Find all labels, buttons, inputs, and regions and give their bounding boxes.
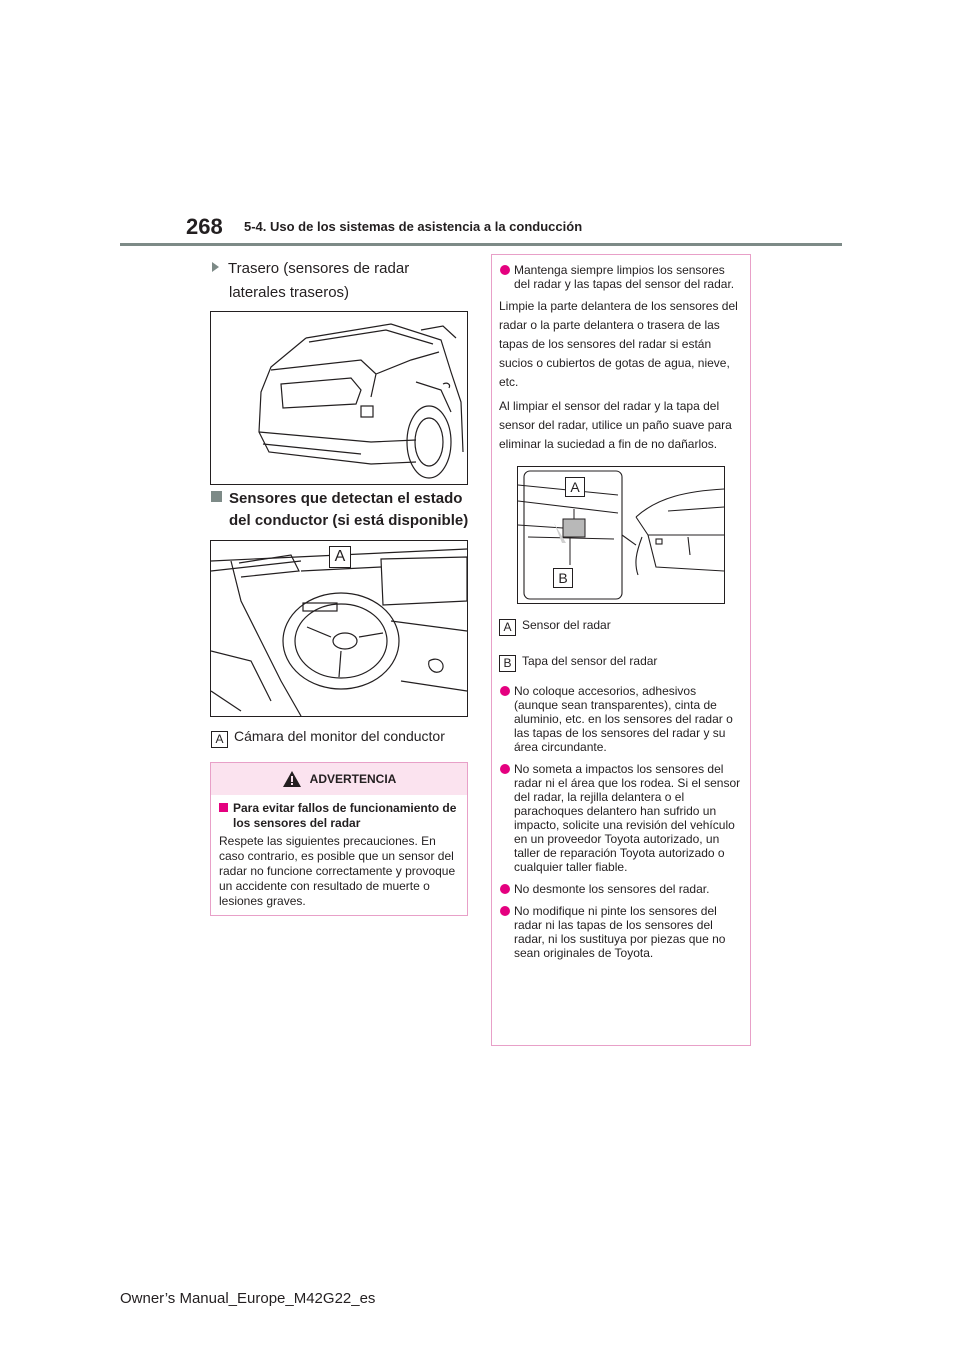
- bullet-no-impacts: No someta a impactos los sensores del radar ni el área que los rodea. Si el sensor del radar, la rejilla delantera o el parachoques delantero han sufrido un impacto, solicite una revisión del vehículo en un proveedor Toyota autorizado, un taller de reparación Toyota autorizado o cualquier taller fiable.: [499, 762, 743, 874]
- radar-care-box: [491, 254, 751, 1046]
- warning-body: [211, 795, 467, 909]
- rear-car-illustration: [210, 311, 468, 485]
- clean-instructions: Limpie la parte delantera de los sensores del radar o la parte delantera o trasera de las tapas de los sensores del radar si están sucios o cubiertos de gotas de agua, nieve, etc.: [499, 299, 738, 389]
- legend-b-label: B: [499, 655, 516, 672]
- warning-subtitle-text: Para evitar fallos de funcionamiento de los sensores del radar: [233, 801, 457, 830]
- warning-header: [211, 763, 467, 795]
- warning-triangle-icon: [282, 770, 302, 788]
- legend-a-text: Sensor del radar: [522, 618, 611, 632]
- legend-b-text: Tapa del sensor del radar: [522, 654, 658, 668]
- warning-text: Respete las siguientes precauciones. En caso contrario, es posible que un sensor del radar no funcione correctamente y provoque un accidente con resultado de muerte o lesiones graves.: [219, 834, 456, 908]
- figure-label-a: A: [329, 546, 351, 568]
- driver-sensor-heading-text: Sensores que detectan el estado del conductor (si está disponible): [229, 490, 469, 529]
- page-number: 268: [186, 214, 223, 239]
- rear-heading: [211, 257, 469, 305]
- figure-label-b: B: [553, 568, 573, 588]
- rear-heading-text: Trasero (sensores de radar laterales traseros): [228, 260, 410, 301]
- warning-box: [210, 762, 468, 916]
- square-bullet-icon: [211, 491, 222, 502]
- driver-sensor-heading: [211, 488, 469, 532]
- rear-car-drawing: [211, 312, 467, 484]
- section-title: 5-4. Uso de los sistemas de asistencia a la conducción: [244, 219, 583, 234]
- legend-a-text: Cámara del monitor del conductor: [234, 728, 445, 744]
- header-rule: [120, 243, 842, 246]
- legend-a: [211, 727, 445, 748]
- legend-radar-sensor: [499, 616, 743, 636]
- footer-text: Owner’s Manual_Europe_M42G22_es: [120, 1290, 376, 1307]
- legend-sensor-cover: [499, 652, 743, 672]
- triangle-bullet-icon: [212, 262, 219, 272]
- pink-square-bullet-icon: [219, 803, 228, 812]
- radar-sensor-illustration: [517, 466, 725, 604]
- radar-sensor-drawing: [518, 467, 724, 603]
- cleaning-cloth-note: Al limpiar el sensor del radar y la tapa del sensor del radar, utilice un paño suave para eliminar la suciedad a fin de no dañarlos.: [499, 399, 732, 451]
- legend-a-label: A: [499, 619, 516, 636]
- warning-title: ADVERTENCIA: [309, 772, 397, 786]
- dashboard-illustration: [210, 540, 468, 717]
- bullet-keep-clean: Mantenga siempre limpios los sensores del radar y las tapas del sensor del radar.: [499, 263, 743, 291]
- bullet-no-disassemble: No desmonte los sensores del radar.: [499, 882, 743, 896]
- bullet-no-modify: No modifique ni pinte los sensores del radar ni las tapas de los sensores del radar, ni los sustituya por piezas que no sean originales de Toyota.: [499, 904, 743, 960]
- bullet-no-accessories: No coloque accesorios, adhesivos (aunque sean transparentes), cinta de aluminio, etc. en los sensores del radar o las tapas de los sensores del radar y su área circundante.: [499, 684, 743, 754]
- legend-a-label: A: [211, 731, 228, 748]
- warning-subtitle: [219, 801, 459, 831]
- figure-label-a: A: [565, 477, 585, 497]
